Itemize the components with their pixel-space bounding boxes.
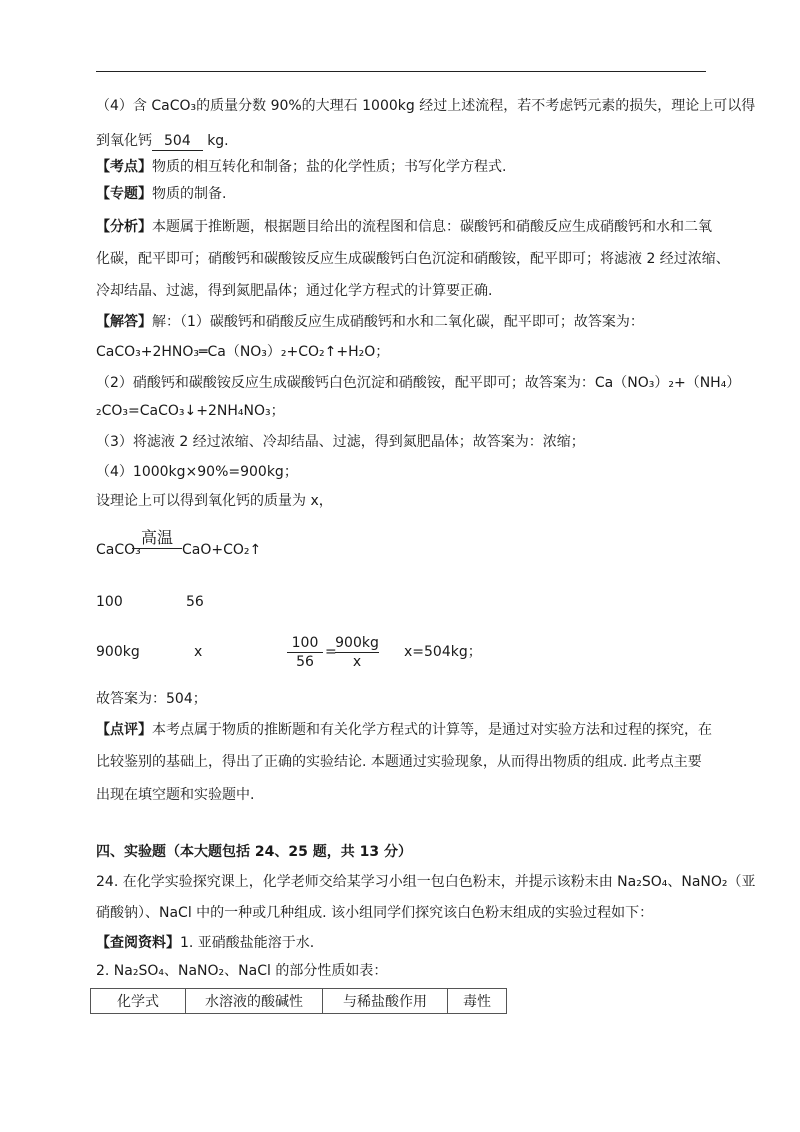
jieda-text-1: 解：（1）碳酸钙和硝酸反应生成硝酸钙和水和二氧化碳，配平即可；故答案为：	[152, 314, 644, 330]
question-4-line	[96, 96, 755, 116]
mass-ratio-cao: 56	[186, 594, 204, 610]
condition-bar	[132, 548, 182, 549]
dianping-line-3: 出现在填空题和实验题中.	[96, 787, 255, 803]
chazi-line	[96, 933, 314, 953]
kaodian-tag: 【考点】	[96, 159, 152, 175]
chazi-tag: 【查阅资料】	[96, 935, 180, 951]
x-result: x=504kg；	[404, 644, 482, 660]
header-hcl-reaction: 与稀盐酸作用	[323, 989, 448, 1014]
table-header-row	[91, 989, 507, 1014]
dianping-text-1: 本考点属于物质的推断题和有关化学方程式的计算等，是通过对实验方法和过程的探究，在	[152, 722, 712, 738]
kaodian-line	[96, 157, 506, 177]
step-2-line-2: ₂CO₃=CaCO₃↓+2NH₄NO₃；	[96, 403, 285, 419]
question-24-line-2: 硝酸钠）、NaCl 中的一种或几种组成. 该小组同学们探究该白色粉末组成的实验过程如下：	[96, 905, 654, 921]
header-formula: 化学式	[91, 989, 186, 1014]
jieda-line-1	[96, 312, 644, 332]
header-acidity: 水溶液的酸碱性	[186, 989, 323, 1014]
chazi-text: 1. 亚硝酸盐能溶于水.	[180, 935, 315, 951]
dianping-tag: 【点评】	[96, 722, 152, 738]
fenxi-line-3: 冷却结晶、过滤，得到氮肥晶体；通过化学方程式的计算要正确.	[96, 283, 493, 299]
reaction-right: CaO+CO₂↑	[182, 542, 262, 558]
mass-ratio-caco3: 100	[96, 594, 123, 610]
fraction-left-denominator: 56	[296, 654, 314, 670]
section-heading: 四、实验题（本大题包括 24、25 题，共 13 分）	[96, 844, 412, 860]
step-4-line: （4）1000kg×90%=900kg；	[96, 464, 298, 480]
equals-sign: =	[325, 644, 337, 660]
dianping-line-1	[96, 720, 712, 740]
condition-text: 高温	[140, 528, 173, 547]
final-answer: 故答案为：504；	[96, 691, 207, 707]
fenxi-text-1: 本题属于推断题，根据题目给出的流程图和信息：碳酸钙和硝酸反应生成硝酸钙和水和二氧	[152, 219, 712, 235]
unknown-mass-cao: x	[194, 644, 203, 660]
jieda-tag: 【解答】	[96, 314, 152, 330]
fraction-left-numerator: 100	[287, 634, 323, 653]
zhuanti-line	[96, 184, 226, 204]
zhuanti-text: 物质的制备.	[152, 186, 227, 202]
fraction-left	[287, 634, 323, 671]
answer-blank: 504	[152, 133, 203, 151]
answer-prefix: 到氧化钙	[96, 133, 152, 149]
fenxi-line-2: 化碳，配平即可；硝酸钙和碳酸铵反应生成碳酸钙白色沉淀和硝酸铵，配平即可；将滤液 2 经过浓缩、	[96, 251, 730, 267]
header-toxicity: 毒性	[448, 989, 507, 1014]
fraction-right	[335, 634, 379, 671]
fraction-right-denominator: x	[352, 654, 362, 670]
reaction-condition	[132, 528, 182, 549]
properties-intro: 2. Na₂SO₄、NaNO₂、NaCl 的部分性质如表：	[96, 963, 388, 979]
equation-1: CaCO₃+2HNO₃═Ca（NO₃）₂+CO₂↑+H₂O；	[96, 344, 390, 360]
actual-mass-caco3: 900kg	[96, 644, 140, 660]
answer-unit: kg.	[207, 133, 229, 149]
question-4-answer-line	[96, 131, 229, 151]
header-rule	[96, 71, 706, 72]
set-x-line: 设理论上可以得到氧化钙的质量为 x，	[96, 493, 333, 509]
fenxi-line-1	[96, 217, 712, 237]
properties-table	[90, 988, 507, 1014]
fenxi-tag: 【分析】	[96, 219, 152, 235]
dianping-line-2: 比较鉴别的基础上，得出了正确的实验结论. 本题通过实验现象，从而得出物质的组成. 此考点主要	[96, 754, 702, 770]
fraction-right-numerator: 900kg	[335, 635, 379, 651]
kaodian-text: 物质的相互转化和制备；盐的化学性质；书写化学方程式.	[152, 159, 507, 175]
step-2-line-1: （2）硝酸钙和碳酸铵反应生成碳酸钙白色沉淀和硝酸铵，配平即可；故答案为：Ca（NO₃）₂+（NH₄）	[96, 375, 741, 391]
question-24-line-1: 24. 在化学实验探究课上，化学老师交给某学习小组一包白色粉末，并提示该粉末由 Na₂SO₄、NaNO₂（亚	[96, 874, 756, 890]
reaction-left: CaCO₃	[96, 542, 141, 558]
question-4-text: （4）含 CaCO₃的质量分数 90%的大理石 1000kg 经过上述流程，若不考虑钙元素的损失，理论上可以得	[96, 98, 756, 114]
zhuanti-tag: 【专题】	[96, 186, 152, 202]
step-3-line: （3）将滤液 2 经过浓缩、冷却结晶、过滤，得到氮肥晶体；故答案为：浓缩；	[96, 434, 585, 450]
